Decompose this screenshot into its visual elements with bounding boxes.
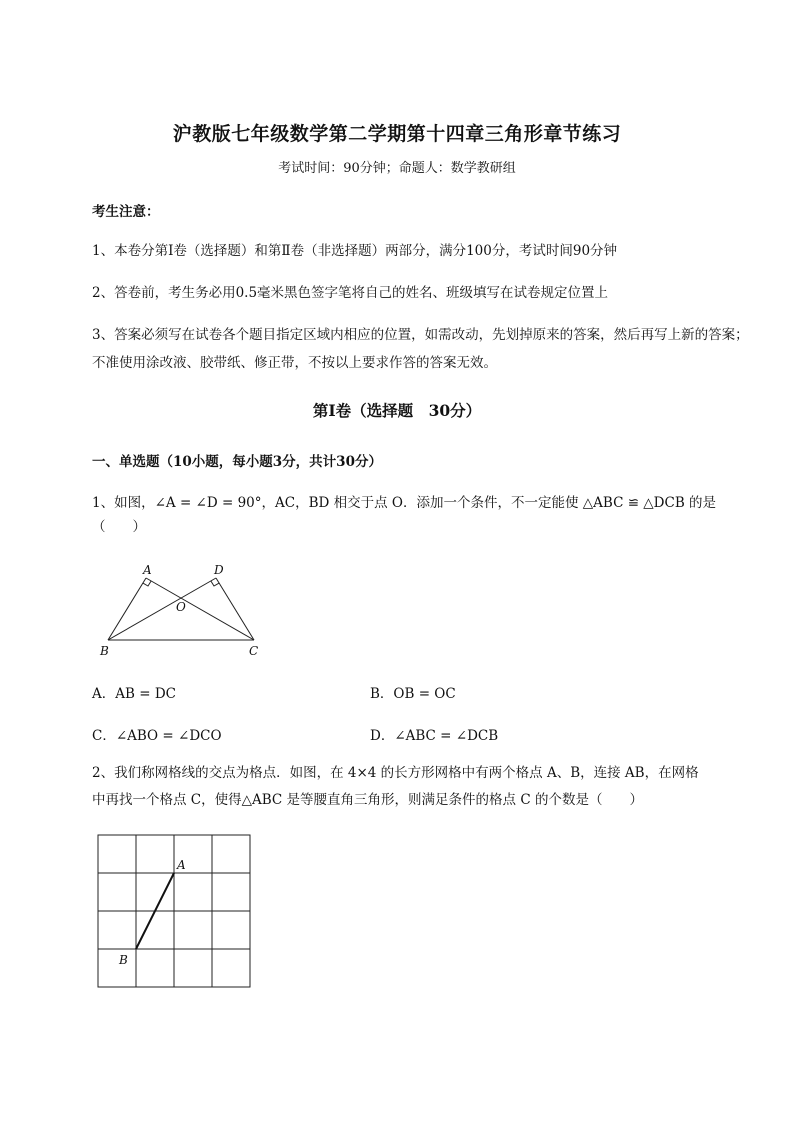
q1-segment-ab [108,578,146,640]
q1-option-d[interactable]: D．∠ABC = ∠DCB [370,728,499,744]
q2-grid-figure [92,830,262,995]
q1-stem-line1: 1、如图，∠A = ∠D = 90°，AC，BD 相交于点 O．添加一个条件，不一定能使 △ABC ≌ △DCB 的是 [92,495,717,511]
q1-label-o: O [176,600,186,614]
q1-label-b: B [100,644,109,658]
q2-label-b: B [119,953,128,967]
q1-figure [92,560,272,660]
q1-stem-line2: （ ） [92,519,146,535]
page-title: 沪教版七年级数学第二学期第十四章三角形章节练习 [172,123,622,145]
q2-stem-line1: 2、我们称网格线的交点为格点．如图，在 4×4 的长方形网格中有两个格点 A、B，连接 AB，在网格 [92,765,699,781]
q1-label-c: C [249,644,259,658]
q1-label-d: D [214,563,224,577]
section-title: 第Ⅰ卷（选择题 30分） [312,401,482,420]
part-heading: 一、单选题（10小题，每小题3分，共计30分） [92,454,382,470]
notice-item-2: 2、答卷前，考生务必用0.5毫米黑色签字笔将自己的姓名、班级填写在试卷规定位置上 [92,285,609,301]
q1-option-a[interactable]: A．AB = DC [92,686,176,702]
q2-stem-line2: 中再找一个格点 C，使得△ABC 是等腰直角三角形，则满足条件的格点 C 的个数是（ ） [92,792,643,808]
q1-label-a: A [143,563,152,577]
q2-label-a: A [177,858,186,872]
notice-item-1: 1、本卷分第Ⅰ卷（选择题）和第Ⅱ卷（非选择题）两部分，满分100分，考试时间90分钟 [92,243,618,259]
q1-option-b[interactable]: B．OB = OC [370,686,456,702]
q1-option-c[interactable]: C．∠ABO = ∠DCO [92,728,222,744]
notice-heading: 考生注意： [92,204,160,220]
notice-item-3: 3、答案必须写在试卷各个题目指定区域内相应的位置，如需改动，先划掉原来的答案，然后再写上新的答案；不准使用涂改液、胶带纸、修正带，不按以上要求作答的答案无效。 [92,327,749,371]
q1-segment-dc [216,578,254,640]
exam-info: 考试时间：90分钟；命题人：数学教研组 [278,161,516,176]
